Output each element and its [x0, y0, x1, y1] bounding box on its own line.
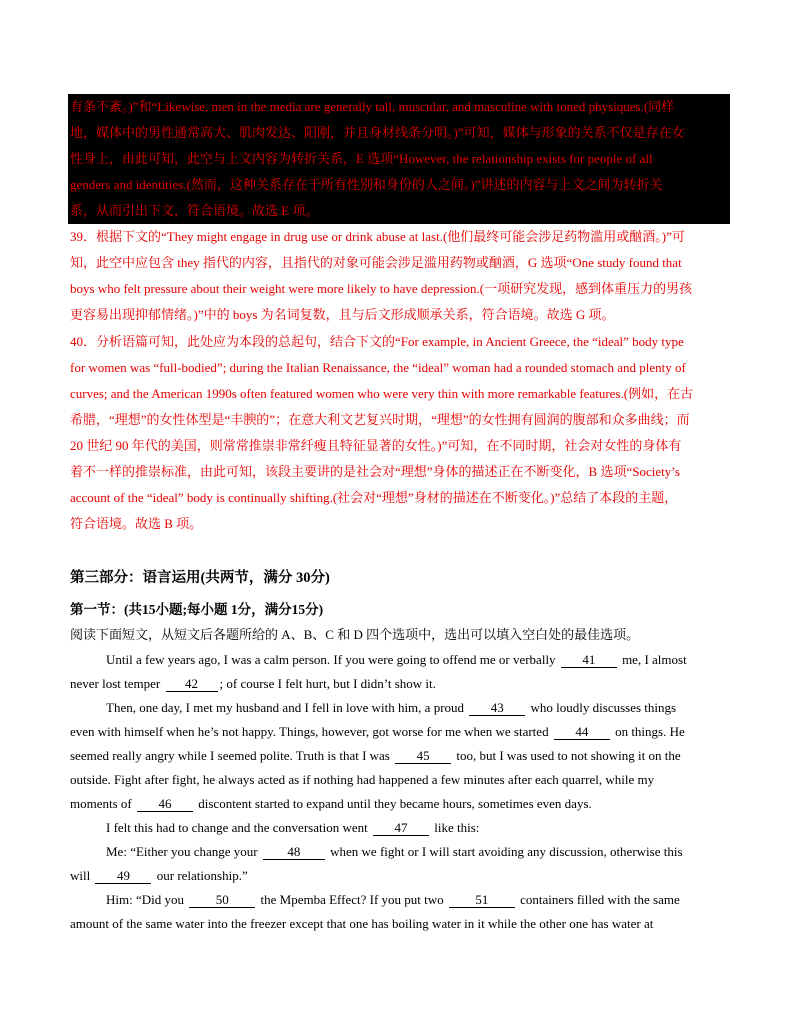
passage-text: even with himself when he’s not happy. Things, however, got worse for me when we started	[70, 724, 549, 739]
explanation-line: 知，此空中应包含 they 指代的内容，且指代的对象可能会涉足滥用药物或酗酒，G 选项“One study found that	[70, 255, 682, 270]
explanation-line: 有条不紊。)”和“Likewise, men in the media are generally tall, muscular, and masculine with toned physiques.(同样	[70, 99, 675, 114]
blank-47: 47	[373, 820, 429, 836]
instructions: 阅读下面短文，从短文后各题所给的 A、B、C 和 D 四个选项中，选出可以填入空白处的最佳选项。	[70, 627, 640, 642]
passage-text: me, I almost	[622, 652, 687, 667]
passage-text: outside. Fight after fight, he always acted as if nothing had happened a few minutes after each quarrel, while my	[70, 772, 655, 787]
blank-50: 50	[189, 892, 255, 908]
explanation-line: 20 世纪 90 年代的美国，则常常推崇非常纤瘦且特征显著的女性。)”可知，在不同时期，社会对女性的身体有	[70, 438, 682, 453]
passage-text: Then, one day, I met my husband and I fell in love with him, a proud	[106, 700, 465, 715]
passage-text: I felt this had to change and the conversation went	[106, 820, 368, 835]
passage-text: too, but I was used to not showing it on the	[456, 748, 681, 763]
explanation-line: 着不一样的推崇标准，由此可知，该段主要讲的是社会对“理想”身体的描述正在不断变化，B 选项“Society’s	[70, 464, 680, 479]
passage-text: will	[70, 868, 91, 883]
explanation-line: 40．分析语篇可知，此处应为本段的总起句，结合下文的“For example, in Ancient Greece, the “ideal” body type	[70, 334, 684, 349]
blank-44: 44	[554, 724, 610, 740]
explanation-line: 系，从而引出下文，符合语境。故选 E 项。	[70, 203, 319, 218]
section-title: 第三部分：语言运用(共两节，满分 30分)	[70, 570, 330, 586]
passage-line	[70, 648, 730, 672]
passage-line	[70, 840, 730, 864]
explanation-line: 地，媒体中的男性通常高大、肌肉发达、阳刚，并且身材线条分明。)”可知，媒体与形象的关系不仅是存在女	[70, 125, 685, 140]
passage-text: seemed really angry while I seemed polite. Truth is that I was	[70, 748, 390, 763]
explanation-line: 性身上，由此可知，此空与上文内容为转折关系，E 选项“However, the relationship exists for people of all	[70, 151, 653, 166]
cloze-passage	[70, 648, 730, 936]
passage-text: when we fight or I will start avoiding any discussion, otherwise this	[330, 844, 683, 859]
explanation-line: curves; and the American 1990s often featured women who were very thin with more remarkable features.(例如，在古	[70, 386, 694, 401]
explanation-40	[70, 329, 732, 537]
explanation-line: 更容易出现抑郁情绪。)”中的 boys 为名词复数，且与后文形成顺承关系，符合语境。故选 G 项。	[70, 307, 615, 322]
blank-48: 48	[263, 844, 325, 860]
blank-42: 42	[166, 676, 218, 692]
passage-line	[70, 672, 730, 696]
passage-text: moments of	[70, 796, 132, 811]
explanation-39	[70, 224, 732, 328]
explanation-line: for women was “full-bodied”; during the Italian Renaissance, the “ideal” woman had a rounded stomach and plenty of	[70, 360, 686, 375]
passage-line	[70, 864, 730, 888]
subsection-title: 第一节：(共15小题;每小题 1分，满分15分)	[70, 602, 324, 617]
passage-text: Me: “Either you change your	[106, 844, 258, 859]
passage-line	[70, 696, 730, 720]
passage-text: amount of the same water into the freezer except that one has boiling water in it while the other one has water at	[70, 916, 654, 931]
passage-line	[70, 816, 730, 840]
explanation-line: 39．根据下文的“They might engage in drug use or drink abuse at last.(他们最终可能会涉足药物滥用或酗酒。)”可	[70, 229, 685, 244]
blank-41: 41	[561, 652, 617, 668]
passage-line	[70, 888, 730, 912]
passage-text: like this:	[434, 820, 480, 835]
passage-text: containers filled with the same	[520, 892, 680, 907]
passage-line	[70, 912, 730, 936]
explanation-line: boys who felt pressure about their weight were more likely to have depression.(一项研究发现，感到体重压力的男孩	[70, 281, 693, 296]
passage-line	[70, 720, 730, 744]
passage-text: who loudly discusses things	[530, 700, 677, 715]
passage-text: discontent started to expand until they became hours, sometimes even days.	[198, 796, 592, 811]
passage-text: Him: “Did you	[106, 892, 184, 907]
passage-text: our relationship.”	[156, 868, 248, 883]
passage-line	[70, 768, 730, 792]
highlighted-explanation-block	[68, 94, 730, 224]
passage-text: the Mpemba Effect? If you put two	[260, 892, 444, 907]
explanation-line: 希腊，“理想”的女性体型是“丰腴的”；在意大利文艺复兴时期，“理想”的女性拥有圆润的腹部和众多曲线；而	[70, 412, 690, 427]
blank-51: 51	[449, 892, 515, 908]
explanation-line: genders and identities.(然而，这种关系存在于所有性别和身份的人之间。)”讲述的内容与上文之间为转折关	[70, 177, 663, 192]
blank-49: 49	[95, 868, 151, 884]
blank-43: 43	[469, 700, 525, 716]
explanation-line: account of the “ideal” body is continually shifting.(社会对“理想”身材的描述在不断变化。)”总结了本段的主题，	[70, 490, 678, 505]
passage-text: ; of course I felt hurt, but I didn’t show it.	[219, 676, 436, 691]
passage-line	[70, 792, 730, 816]
passage-text: never lost temper	[70, 676, 161, 691]
passage-text: Until a few years ago, I was a calm person. If you were going to offend me or verbally	[106, 652, 556, 667]
passage-line	[70, 744, 730, 768]
passage-text: on things. He	[615, 724, 685, 739]
blank-46: 46	[137, 796, 193, 812]
blank-45: 45	[395, 748, 451, 764]
explanation-line: 符合语境。故选 B 项。	[70, 516, 203, 531]
